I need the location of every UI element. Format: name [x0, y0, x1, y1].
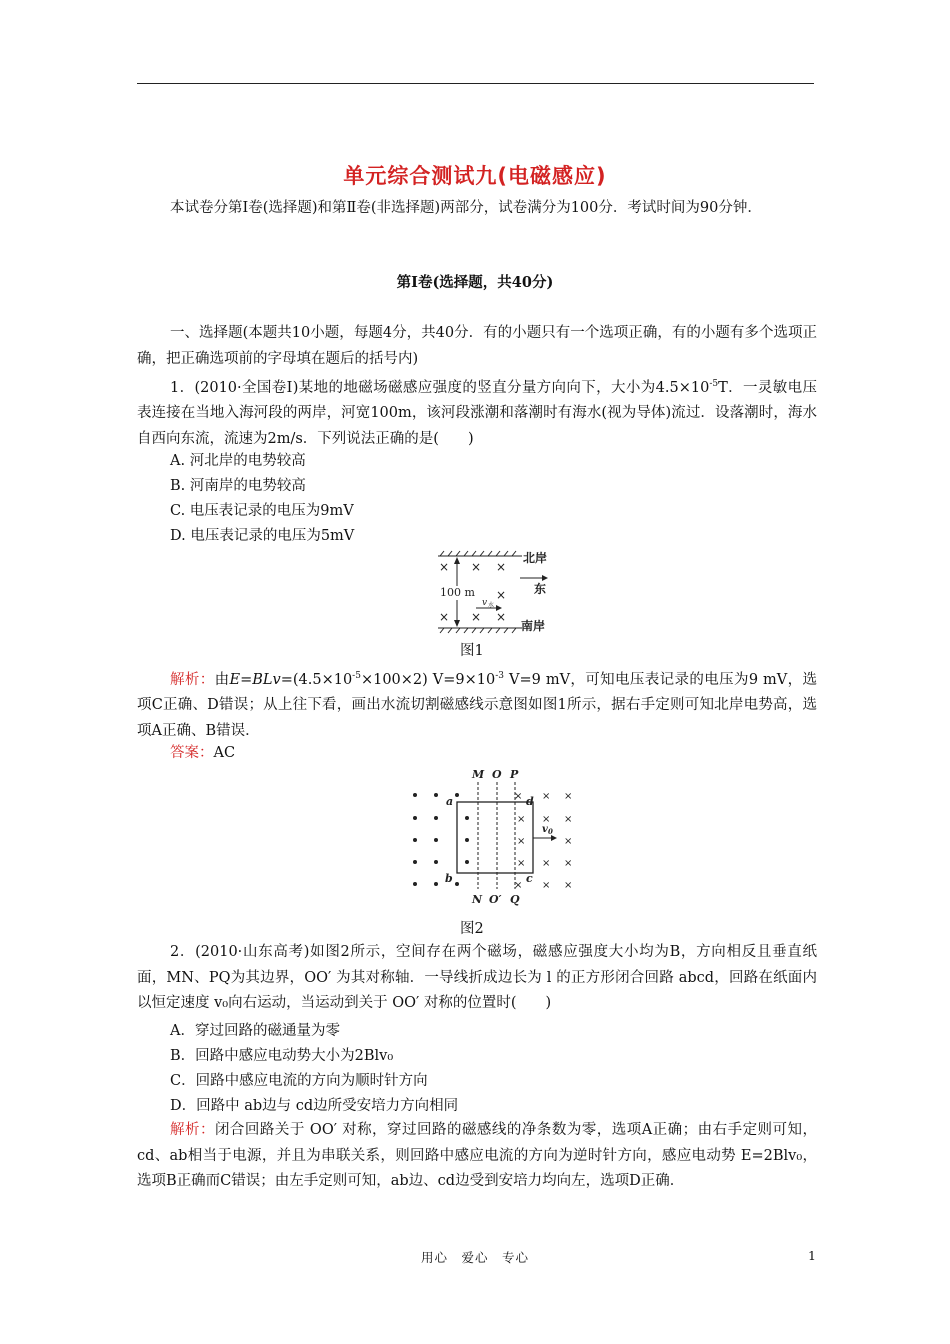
fig1-velocity-sub: 水	[488, 602, 495, 609]
fig2-corner-c: c	[526, 872, 533, 885]
q1-exponent: -5	[352, 671, 361, 681]
q1-analysis	[137, 664, 817, 744]
q1-option-c: C. 电压表记录的电压为9mV	[170, 503, 354, 519]
fig2-cross: ×	[564, 858, 573, 869]
fig2-label-N: N	[472, 893, 483, 906]
q1-analysis-label: 解析：	[170, 671, 215, 688]
fig2-cross: ×	[542, 791, 551, 802]
fig2-cross: ×	[542, 814, 551, 825]
page-number: 1	[808, 1248, 816, 1263]
fig1-cross: ×	[439, 610, 450, 624]
fig1-cross: ×	[439, 560, 450, 574]
fig2-label-P: P	[510, 768, 519, 781]
fig1-cross: ×	[496, 588, 507, 602]
fig2-cross: ×	[564, 836, 573, 847]
fig1-east-label: 东	[534, 582, 547, 596]
q1-analysis-text: =(4.5×10	[280, 671, 353, 688]
fig2-corner-b: b	[445, 872, 453, 885]
page-title: 单元综合测试九(电磁感应)	[343, 164, 607, 188]
fig2-cross: ×	[517, 814, 526, 825]
page-footer: 用心 爱心 专心	[420, 1250, 529, 1265]
fig1-cross: ×	[496, 560, 507, 574]
q1-option-d: D. 电压表记录的电压为5mV	[170, 528, 355, 544]
q2-option-c: C．回路中感应电流的方向为顺时针方向	[170, 1073, 428, 1089]
q2-option-d: D．回路中 ab边与 cd边所受安培力方向相同	[170, 1098, 459, 1114]
intro-paragraph: 本试卷分第Ⅰ卷(选择题)和第Ⅱ卷(非选择题)两部分，试卷满分为100分．考试时间为90分钟．	[170, 200, 762, 216]
question-1-stem	[137, 372, 817, 452]
fig2-velocity-label: v	[542, 824, 548, 835]
fig1-velocity-label: v	[482, 598, 488, 608]
q1-exponent: -3	[495, 671, 505, 681]
q1-option-b: B. 河南岸的电势较高	[170, 478, 306, 494]
q1-answer-label: 答案：	[170, 745, 214, 761]
fig2-label-O: O	[492, 768, 502, 781]
q2-option-a: A．穿过回路的磁通量为零	[170, 1023, 340, 1039]
q1-stem-exponent: -5	[709, 379, 719, 389]
fig1-cross: ×	[471, 560, 482, 574]
fig2-cross: ×	[517, 836, 526, 847]
q1-stem-part-b: T．一灵敏电压表连接在当地入海河段的两岸，河宽100m，该河段涨潮和落潮时有海水(视为导体)流过．设落潮时，海水自西向东流，流速为2m/s．下列说法正确的是( )	[137, 379, 818, 447]
fig2-label-Q: Q	[510, 893, 520, 906]
q2-analysis-label: 解析：	[170, 1122, 215, 1138]
fig2-cross: ×	[542, 880, 551, 891]
q1-stem-part-a: 1．(2010·全国卷Ⅰ)某地的地磁场磁感应强度的竖直分量方向向下，大小为4.5×10	[170, 379, 710, 396]
instructions-paragraph: 一、选择题(本题共10小题，每题4分，共40分．有的小题只有一个选项正确，有的小题有多个选项正确，把正确选项前的字母填在题后的括号内)	[137, 325, 817, 367]
fig2-corner-a: a	[446, 795, 454, 808]
header-rule	[137, 83, 814, 84]
q1-analysis-text: V=9 mV，可知电压表记录的电压为9 mV，选项C正确、D错误；从上往下看，画出水流切割磁感线示意图如图1所示，据右手定则可知北岸电势高，选项A正确、B错误．	[137, 671, 818, 739]
q1-answer-value: AC	[213, 745, 236, 761]
fig1-south-label: 南岸	[521, 619, 546, 633]
fig2-label-M: M	[472, 768, 485, 781]
q1-analysis-text: ×100×2) V=9×10	[360, 671, 496, 688]
figure-2-caption: 图2	[460, 921, 484, 937]
fig2-corner-d: d	[526, 795, 534, 808]
figure-1-caption: 图1	[460, 643, 484, 659]
fig2-cross: ×	[517, 858, 526, 869]
q1-answer	[170, 741, 235, 762]
fig2-label-O-prime: O′	[489, 893, 502, 906]
fig1-north-label: 北岸	[523, 551, 548, 565]
fig2-velocity-sub: 0	[548, 827, 553, 836]
figure-1-river-diagram	[430, 548, 560, 636]
q2-option-b: B．回路中感应电动势大小为2Blv₀	[170, 1048, 394, 1064]
figure-2-square-loop-diagram	[405, 765, 580, 907]
question-2-stem: 2．(2010·山东高考)如图2所示，空间存在两个磁场，磁感应强度大小均为B，方向相反且垂直纸面，MN、PQ为其边界，OO′ 为其对称轴．一导线折成边长为 l 的正方形闭合回路 abcd，回路在纸面内以恒定速度 v₀向右运动，当运动到关于 OO′ 对称的位置时( )	[137, 944, 817, 1011]
fig1-width-label: 100 m	[440, 586, 475, 599]
fig2-cross: ×	[514, 791, 523, 802]
fig2-cross: ×	[564, 880, 573, 891]
q2-analysis-text: 闭合回路关于 OO′ 对称，穿过回路的磁感线的净条数为零，选项A正确；由右手定则可知，cd、ab相当于电源，并且为串联关系，则回路中感应电流的方向为逆时针方向，感应电动势 E=2Blv₀，选项B正确而C错误；由左手定则可知，ab边、cd边受到安培力均向左，选项D正确．	[137, 1122, 817, 1189]
q2-analysis	[137, 1118, 817, 1195]
q1-analysis-text: 由	[214, 671, 230, 688]
fig1-cross: ×	[471, 610, 482, 624]
q1-formula: E=BLv	[229, 671, 281, 688]
q1-option-a: A. 河北岸的电势较高	[170, 453, 306, 469]
fig2-cross: ×	[564, 791, 573, 802]
fig2-cross: ×	[564, 814, 573, 825]
fig2-cross: ×	[542, 858, 551, 869]
fig1-cross: ×	[496, 610, 507, 624]
section-heading: 第Ⅰ卷(选择题，共40分)	[396, 274, 554, 291]
fig2-cross: ×	[514, 880, 523, 891]
